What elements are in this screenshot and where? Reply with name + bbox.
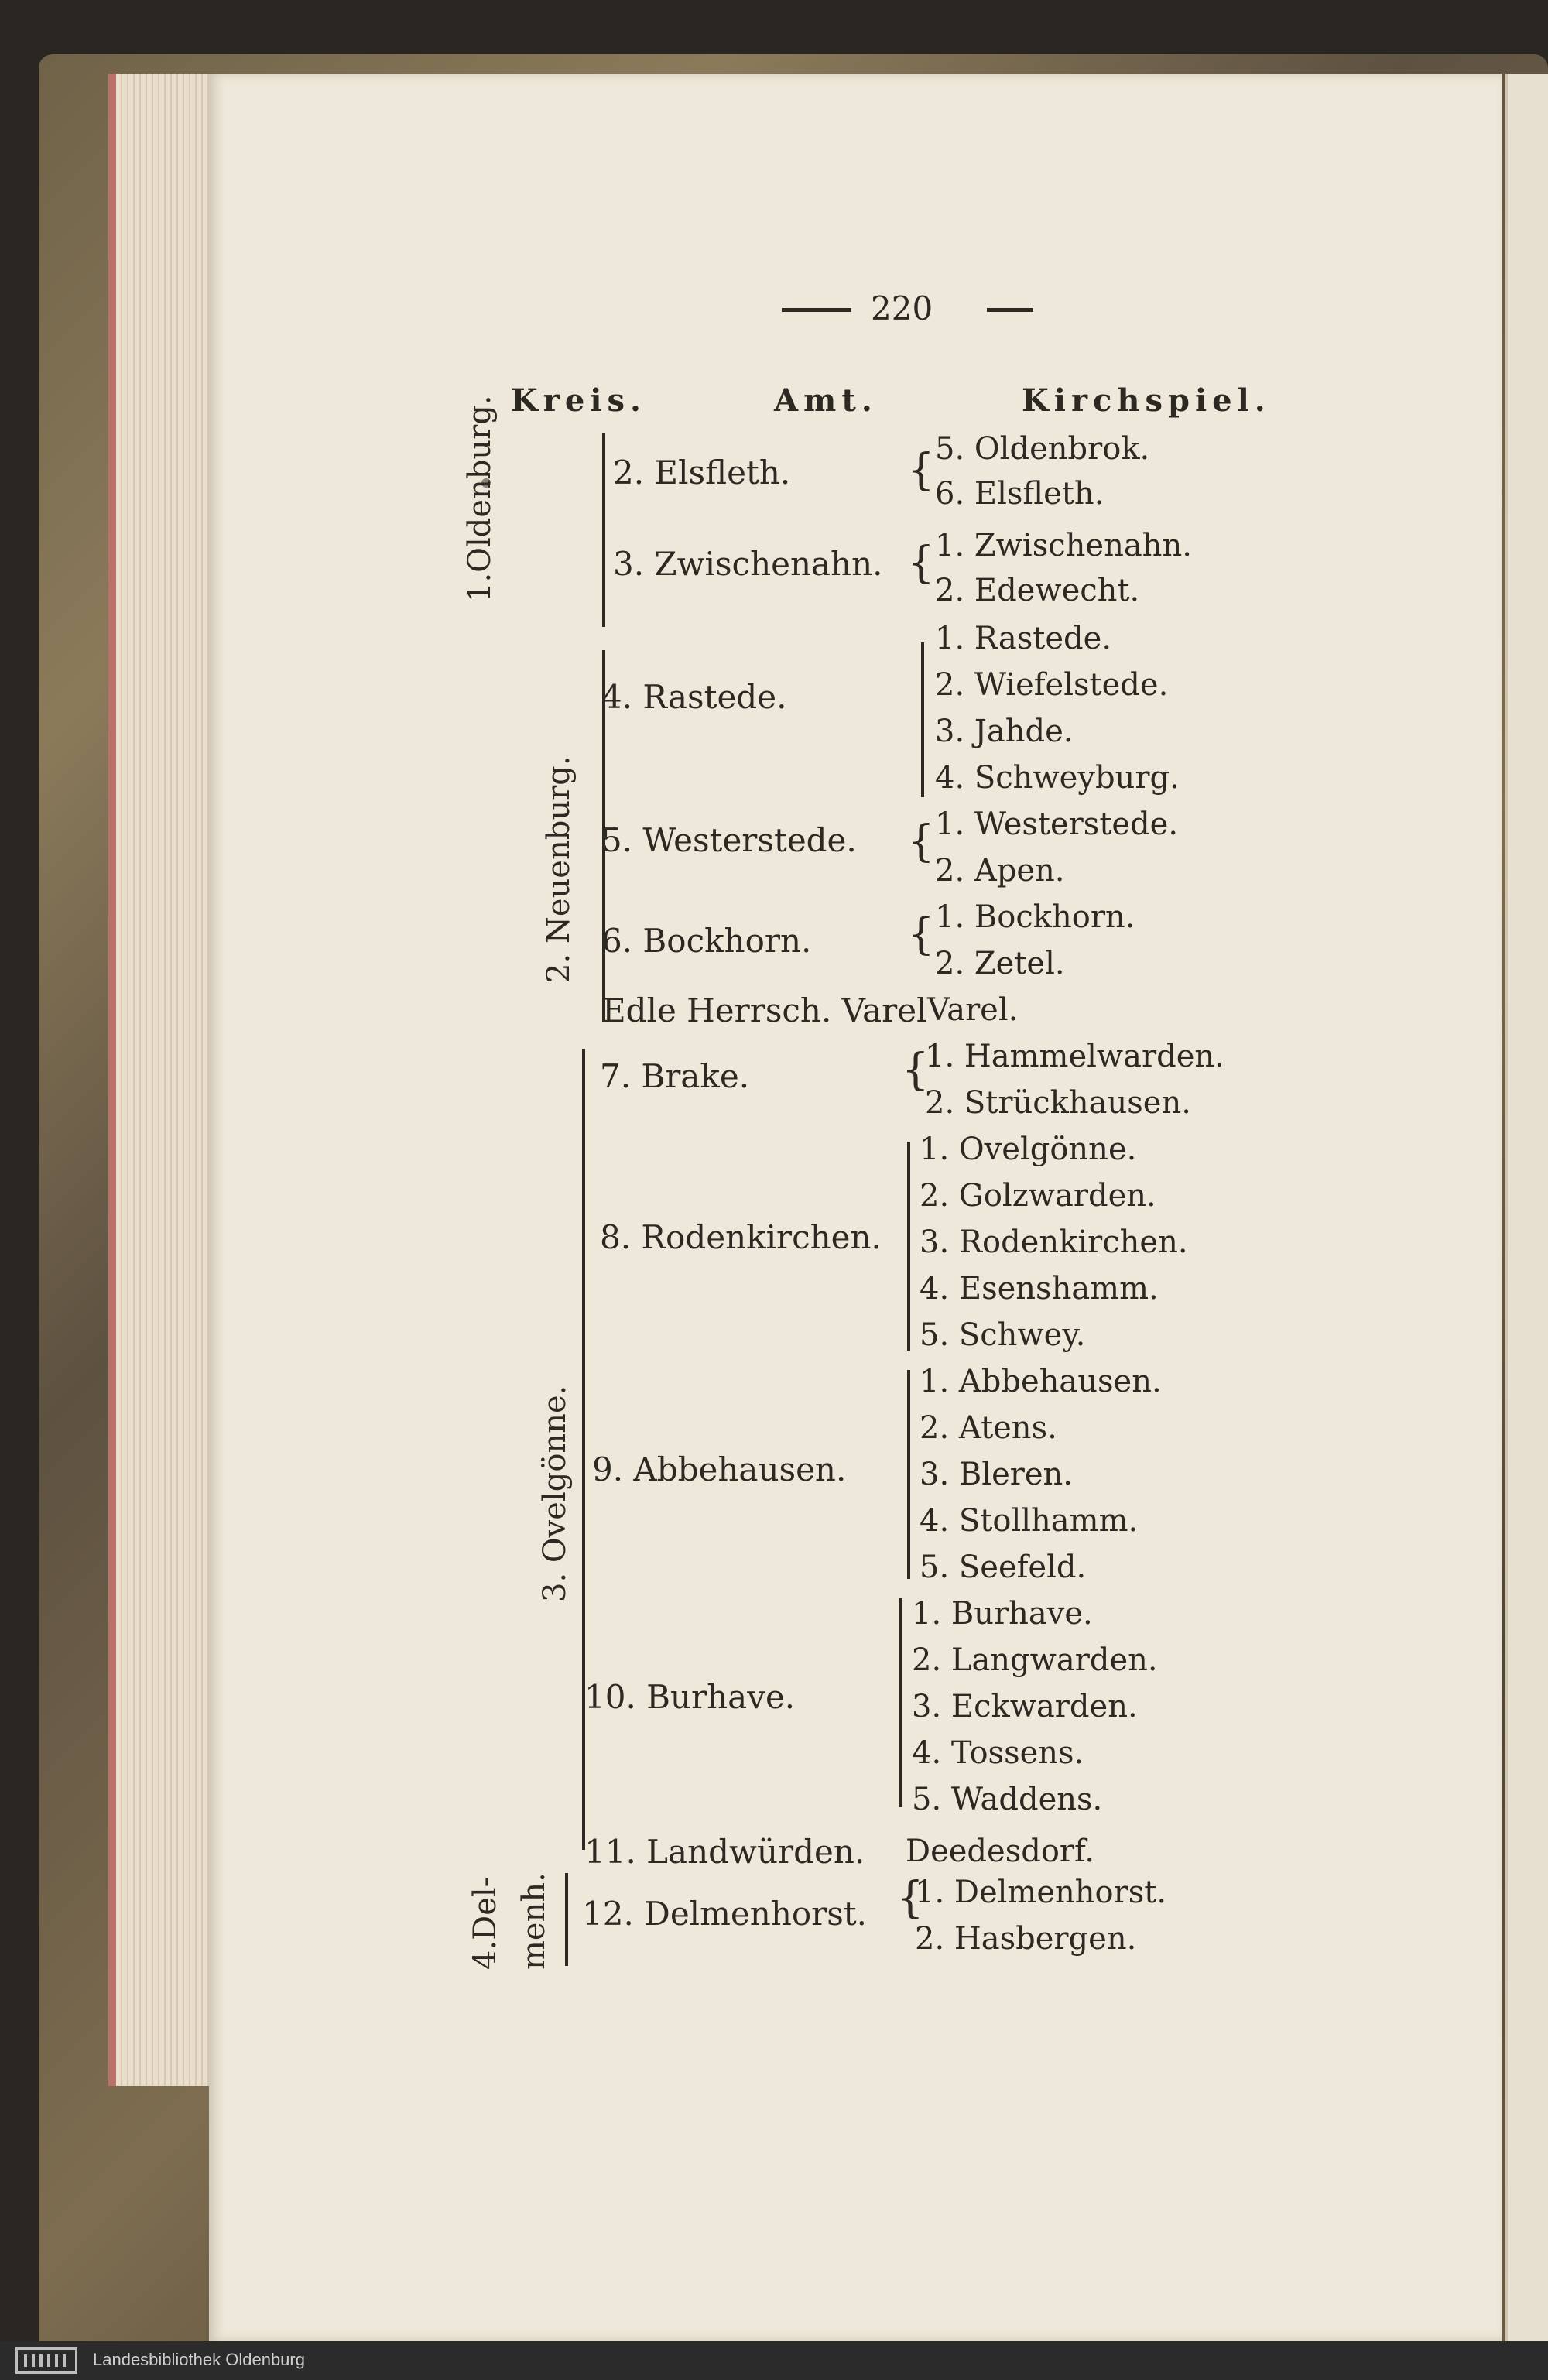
kirchspiel-entry: 5. Waddens. — [912, 1782, 1103, 1817]
amt-entry: 8. Rodenkirchen. — [600, 1218, 882, 1256]
brace: { — [902, 1045, 930, 1095]
kirchspiel-entry: 5. Schwey. — [920, 1317, 1086, 1353]
kirchspiel-entry: 6. Elsfleth. — [935, 476, 1104, 512]
page-number: 220 — [871, 289, 933, 327]
kirchspiel-entry: 3. Rodenkirchen. — [920, 1224, 1188, 1260]
kirchspiel-entry: 1. Ovelgönne. — [920, 1132, 1137, 1167]
amt-entry: 11. Landwürden. — [584, 1833, 865, 1871]
kirchspiel-entry: 3. Jahde. — [935, 714, 1074, 749]
kreis-ovelgoenne: 3. Ovelgönne. — [537, 1385, 573, 1602]
amt-entry: 7. Brake. — [600, 1057, 750, 1095]
kirchspiel-entry: 4. Esenshamm. — [920, 1271, 1159, 1306]
kirchspiel-entry: 2. Zetel. — [935, 946, 1065, 981]
kirchspiel-entry: 1. Westerstede. — [935, 806, 1179, 842]
kirchspiel-entry: 2. Wiefelstede. — [935, 667, 1169, 703]
header-amt: Amt. — [774, 382, 878, 419]
kreis-neuenburg: 2. Neuenburg. — [541, 755, 577, 983]
bracket-delmenhorst — [565, 1873, 568, 1966]
facing-page — [1505, 74, 1548, 2341]
brace: { — [907, 445, 935, 495]
brace-line — [907, 1370, 910, 1579]
kreis-delmenhorst-2: menh. — [516, 1872, 552, 1970]
brace: { — [896, 1873, 924, 1923]
kirchspiel-entry: 1. Burhave. — [912, 1596, 1093, 1632]
brace: { — [907, 538, 935, 588]
amt-entry: 6. Bockhorn. — [601, 922, 812, 960]
kirchspiel-entry: 5. Oldenbrok. — [935, 431, 1150, 467]
brace-line — [907, 1142, 910, 1351]
kirchspiel-entry: 4. Stollhamm. — [920, 1503, 1139, 1539]
kirchspiel-entry: 2. Strückhausen. — [925, 1085, 1191, 1121]
bracket-oldenburg — [602, 433, 605, 627]
kirchspiel-entry: 3. Bleren. — [920, 1457, 1074, 1492]
amt-entry: 5. Westerstede. — [601, 821, 857, 859]
kirchspiel-entry: 2. Langwarden. — [912, 1642, 1158, 1678]
kirchspiel-entry: 1. Delmenhorst. — [915, 1875, 1167, 1910]
kirchspiel-entry: Varel. — [927, 992, 1019, 1028]
amt-entry: 2. Elsfleth. — [613, 454, 791, 491]
kirchspiel-entry: 2. Hasbergen. — [915, 1921, 1137, 1957]
brace: { — [907, 909, 935, 960]
header-kirchspiel: Kirchspiel. — [1022, 382, 1271, 419]
header-kreis: Kreis. — [511, 382, 646, 419]
bracket-ovelgoenne — [582, 1049, 585, 1850]
kirchspiel-entry: 4. Schweyburg. — [935, 760, 1180, 796]
dash-right — [987, 308, 1033, 312]
kirchspiel-entry: 2. Atens. — [920, 1410, 1057, 1446]
kreis-delmenhorst-1: 4.Del- — [467, 1876, 503, 1970]
brace: { — [907, 817, 935, 867]
kirchspiel-entry: 1. Zwischenahn. — [935, 528, 1192, 563]
amt-entry: Edle Herrsch. Varel — [602, 991, 927, 1029]
kirchspiel-entry: 1. Bockhorn. — [935, 899, 1135, 935]
kirchspiel-entry: 1. Hammelwarden. — [925, 1039, 1224, 1074]
amt-entry: 4. Rastede. — [601, 678, 787, 716]
kirchspiel-entry: 1. Rastede. — [935, 621, 1112, 656]
amt-entry: 9. Abbehausen. — [592, 1450, 847, 1488]
brace-line — [899, 1598, 902, 1807]
kirchspiel-entry: 2. Edewecht. — [935, 573, 1140, 608]
library-logo-icon — [15, 2347, 77, 2374]
amt-entry: 3. Zwischenahn. — [613, 545, 883, 583]
kirchspiel-entry: 4. Tossens. — [912, 1735, 1084, 1771]
dash-left — [782, 308, 851, 312]
kirchspiel-entry: 3. Eckwarden. — [912, 1689, 1138, 1724]
kirchspiel-entry: 5. Seefeld. — [920, 1550, 1087, 1585]
library-name: Landesbibliothek Oldenburg — [93, 2350, 305, 2369]
amt-entry: 10. Burhave. — [584, 1678, 796, 1716]
amt-entry: 12. Delmenhorst. — [582, 1895, 868, 1933]
brace-line — [921, 642, 924, 797]
kirchspiel-entry: 1. Abbehausen. — [920, 1364, 1162, 1399]
kirchspiel-entry: 2. Apen. — [935, 853, 1065, 889]
kirchspiel-entry: Deedesdorf. — [906, 1834, 1095, 1869]
kreis-oldenburg: 1.Oldenburg. — [462, 395, 498, 602]
kirchspiel-entry: 2. Golzwarden. — [920, 1178, 1156, 1214]
